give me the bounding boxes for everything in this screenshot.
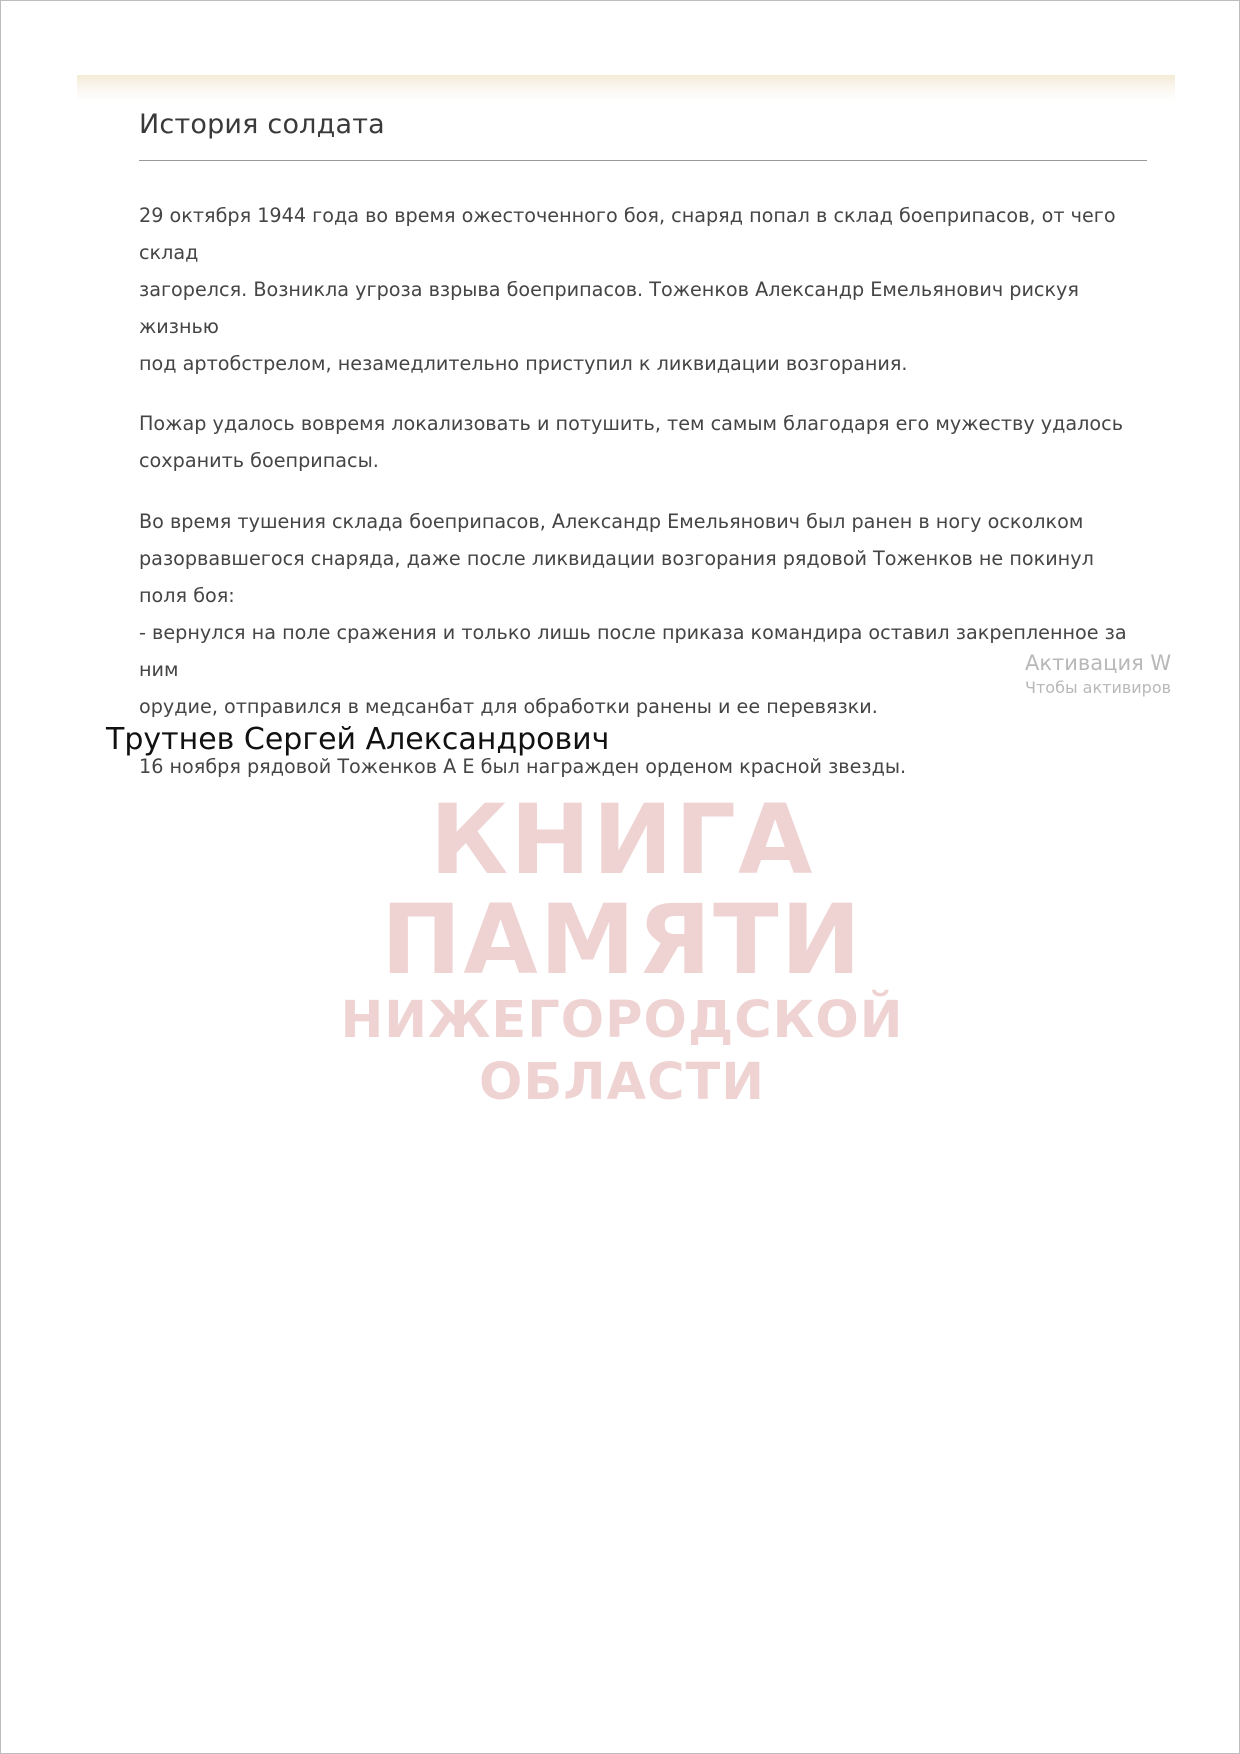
- title-divider: [139, 160, 1147, 161]
- story-paragraph-3: Во время тушения склада боеприпасов, Александр Емельянович был ранен в ногу осколком разорвавшегося снаряда, даже после ликвидации возгорания рядовой Тоженков не покинул поля боя: - вернулся на поле сражения и только лишь после приказа командира оставил закрепленное за ним орудие, отправился в медсанбат для обработки ранены и ее перевязки.: [139, 510, 1127, 718]
- header-strip: [77, 75, 1175, 101]
- activation-subtitle: Чтобы активиров: [1025, 678, 1172, 697]
- watermark-line-1: КНИГА ПАМЯТИ: [381, 784, 863, 996]
- story-paragraph-1: 29 октября 1944 года во время ожесточенного боя, снаряд попал в склад боеприпасов, от чего склад загорелся. Возникла угроза взрыва боеприпасов. Тоженков Александр Емельянович рискуя жизнью под артобстрелом, незамедлительно приступил к ликвидации возгорания.: [139, 204, 1116, 375]
- activation-title: Активация W: [1025, 651, 1172, 675]
- person-name: Трутнев Сергей Александрович: [106, 722, 610, 757]
- story-paragraph-2: Пожар удалось вовремя локализовать и потушить, тем самым благодаря его мужеству удалось сохранить боеприпасы.: [139, 412, 1124, 472]
- story-paragraph-4: 16 ноября рядовой Тоженков А Е был награжден орденом красной звезды.: [139, 755, 907, 778]
- memory-book-watermark: [232, 784, 1012, 1114]
- section-title: История солдата: [139, 109, 385, 140]
- windows-activation-notice: [1025, 649, 1225, 699]
- soldier-story-section: [139, 109, 1147, 785]
- watermark-line-2: НИЖЕГОРОДСКОЙ ОБЛАСТИ: [340, 991, 904, 1112]
